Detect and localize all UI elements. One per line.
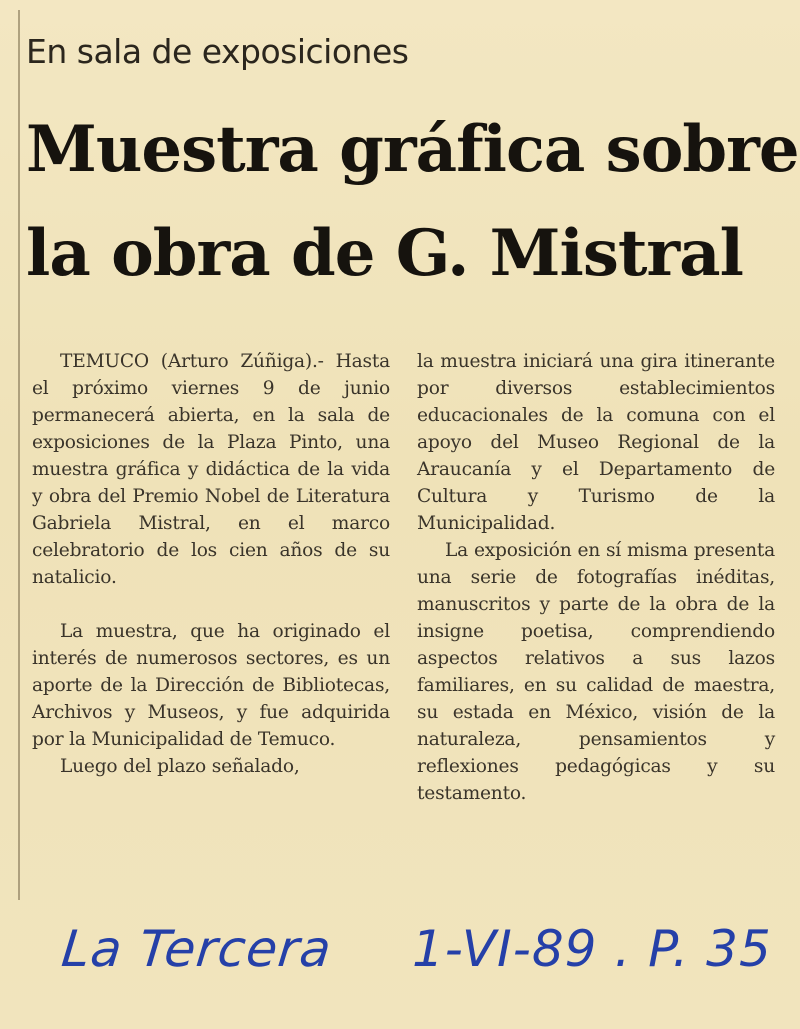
- article-paragraph: TEMUCO (Arturo Zúñiga).- Hasta el próximo viernes 9 de junio permanecerá abierta, en la sala de exposiciones de la Plaza Pinto, una muestra gráfica y didáctica de la vida y obra del Premio Nobel de Literatura Gabriela Mistral, en el marco celebratorio de los cien años de su natalicio.: [32, 351, 390, 588]
- column-rule: [18, 10, 20, 900]
- handwritten-date-note: 1-VI-89 . P. 35: [412, 920, 772, 978]
- headline-line-1: Muestra gráfica sobre: [26, 112, 799, 187]
- headline-line-2: la obra de G. Mistral: [26, 216, 743, 291]
- headline: [26, 98, 799, 306]
- article-paragraph: Luego del plazo señalado,: [60, 756, 300, 777]
- article-paragraph: La exposición en sí misma presenta una serie de fotografías inéditas, manuscritos y parte de la obra de la insigne poetisa, comprendiendo aspectos relativos a sus lazos familiares, en su calidad de maestra, su estada en México, visión de la naturaleza, pensamientos y reflexiones pedagógicas y su testamento.: [417, 540, 775, 804]
- section-kicker: En sala de exposiciones: [26, 32, 409, 71]
- article-paragraph: La muestra, que ha originado el interés de numerosos sectores, es un aporte de la Dirección de Bibliotecas, Archivos y Museos, y fue adquirida por la Municipalidad de Temuco.: [32, 621, 390, 750]
- article-column-right: [417, 348, 775, 807]
- article-column-left: [32, 348, 390, 780]
- article-paragraph: la muestra iniciará una gira itinerante por diversos establecimientos educacionales de la comuna con el apoyo del Museo Regional de la Araucanía y el Departamento de Cultura y Turismo de la Municipalidad.: [417, 351, 775, 534]
- handwritten-source-note: La Tercera: [58, 920, 335, 978]
